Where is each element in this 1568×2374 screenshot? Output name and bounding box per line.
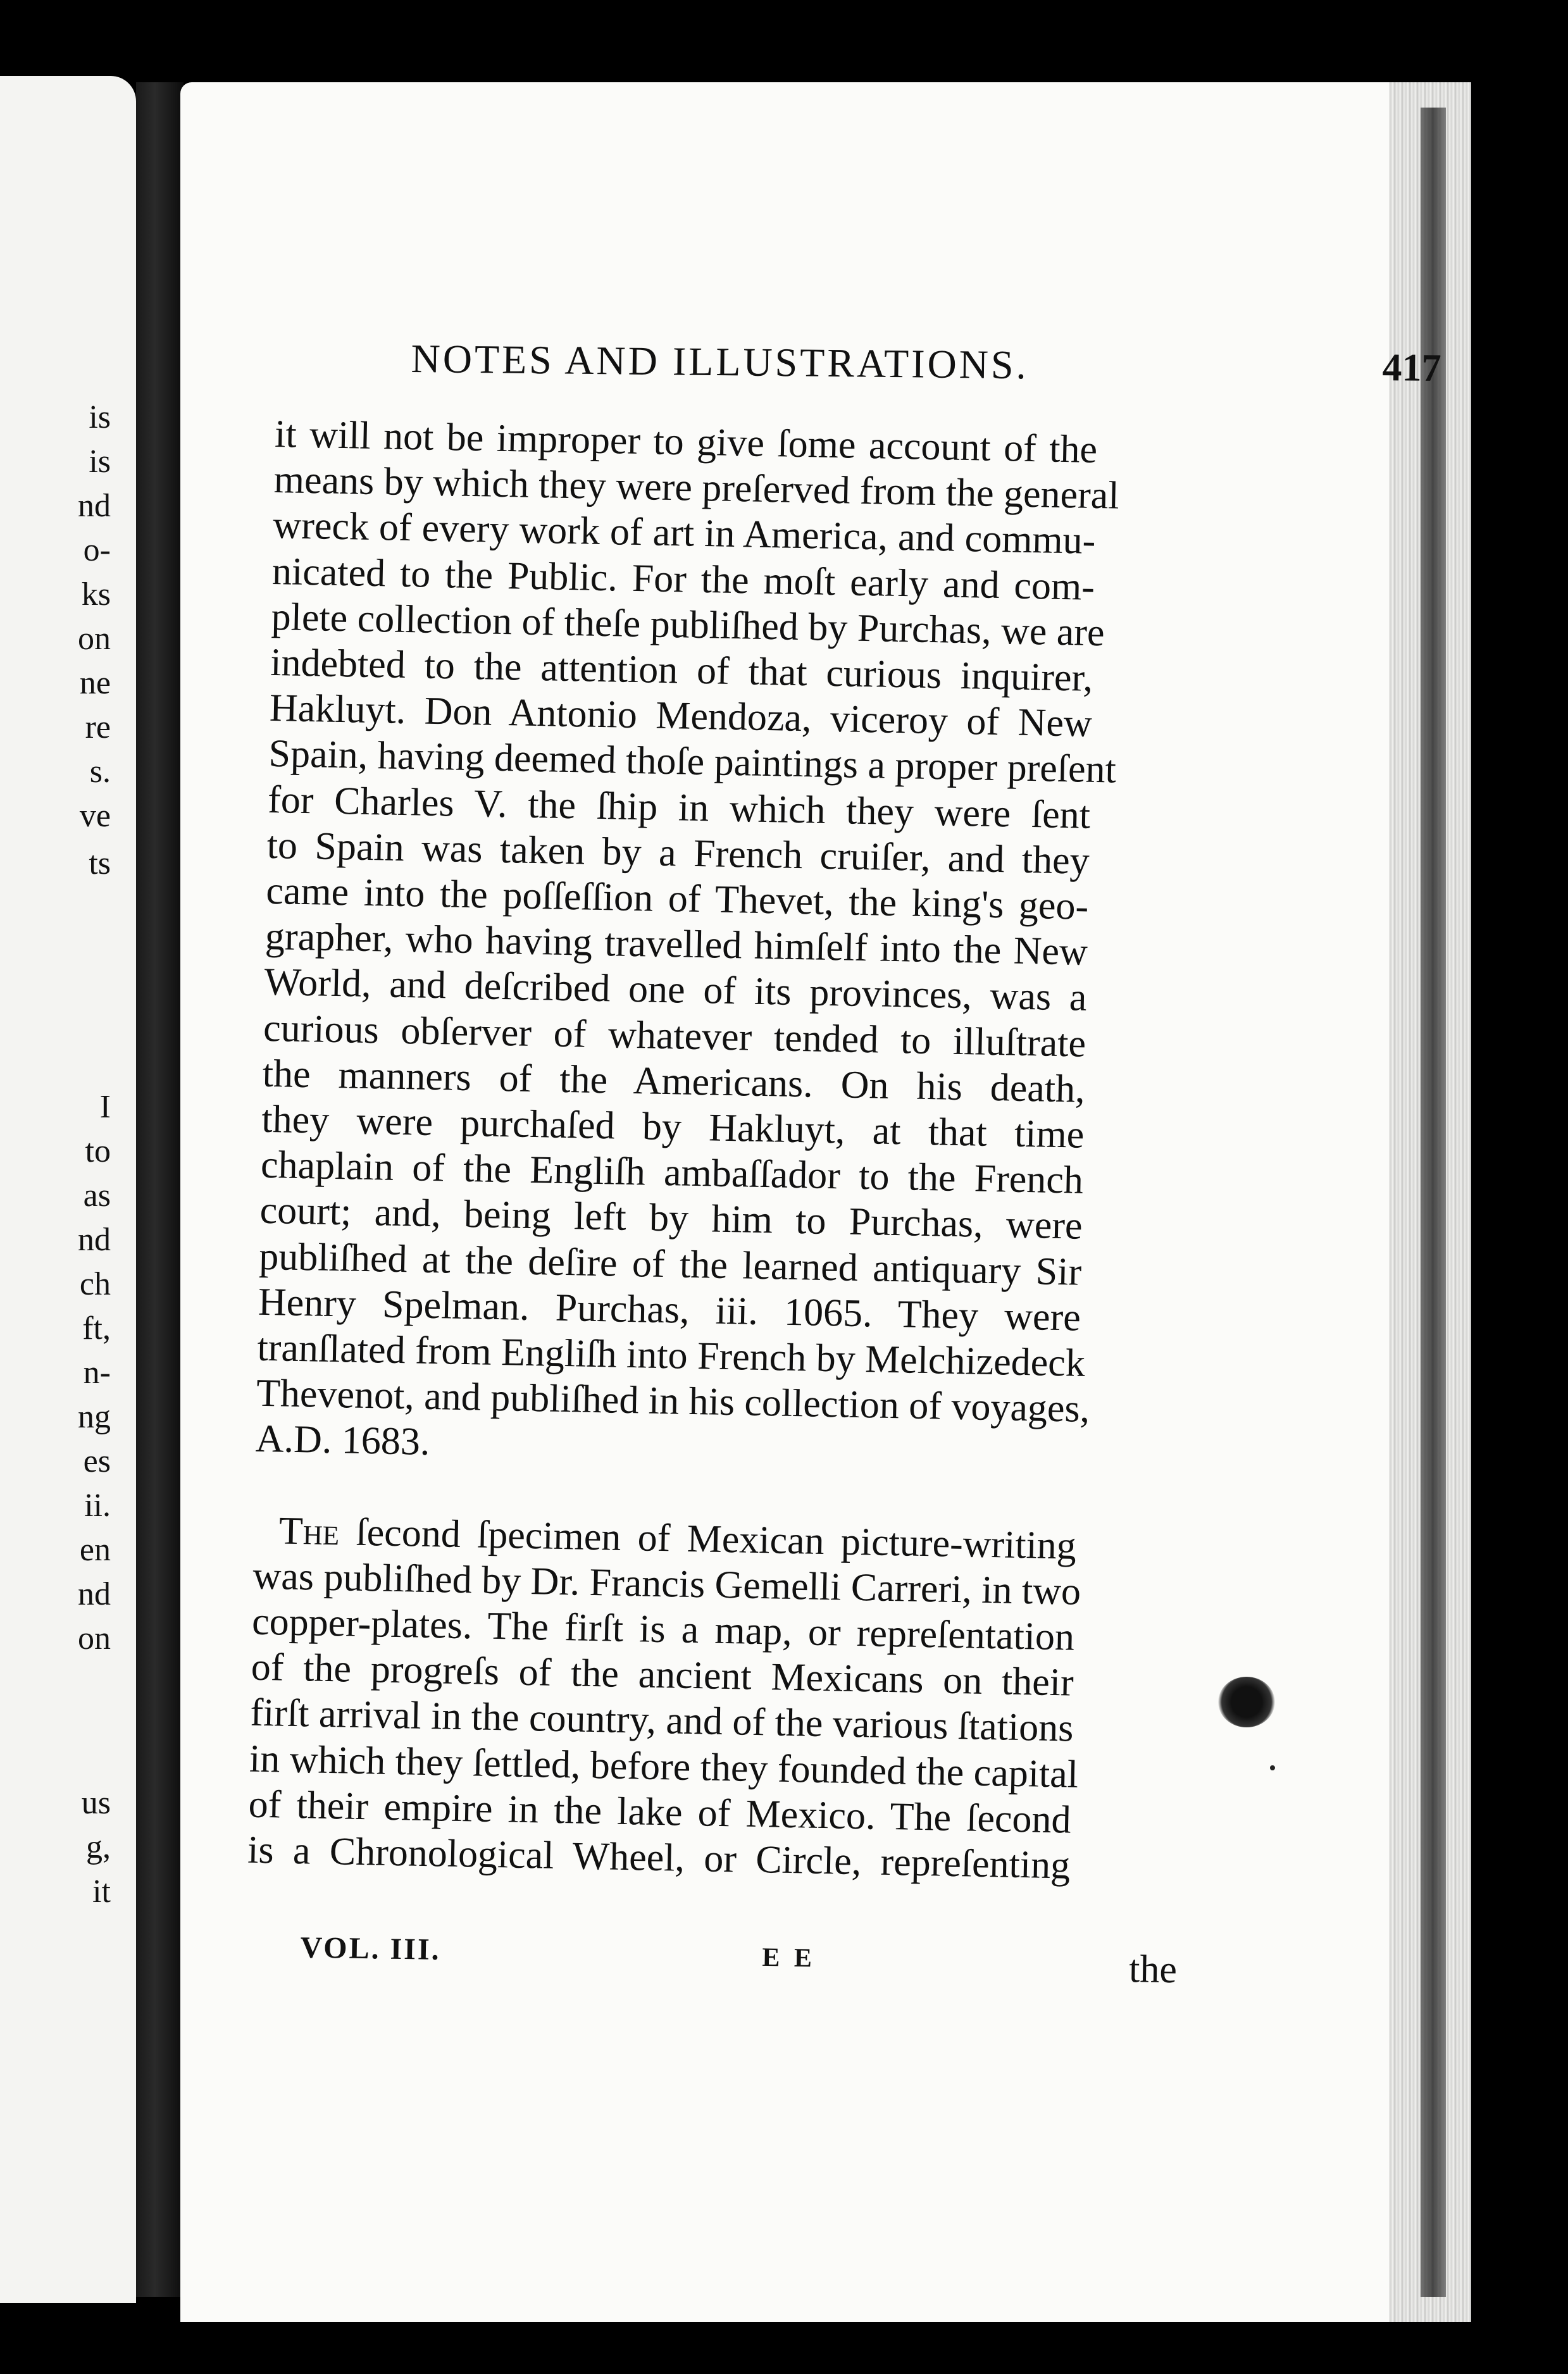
text-line: for Charles V. the ſhip in which they were ſent: [267, 778, 1091, 837]
text-line: A.D. 1683.: [255, 1417, 430, 1464]
left-page-line-fragment: nd: [78, 1222, 111, 1258]
book-gutter: [136, 82, 184, 2297]
left-page-line-fragment: ng: [78, 1399, 111, 1435]
text-line: came into the poſſeſſion of Thevet, the king's geo-: [265, 869, 1089, 928]
text-line: wreck of every work of art in America, and commu-: [272, 504, 1096, 563]
left-page-line-fragment: s.: [89, 754, 111, 790]
text-line: firſt arrival in the country, and of the various ſtations: [249, 1691, 1074, 1751]
catchword: the: [1128, 1948, 1178, 1992]
ink-blot: [1218, 1677, 1275, 1727]
left-page-line-fragment: is: [89, 444, 111, 480]
text-line: grapher, who having travelled himſelf into the New: [264, 915, 1088, 974]
page-edge-shadow: [1421, 108, 1446, 2297]
running-head: NOTES AND ILLUSTRATIONS.: [411, 335, 1029, 388]
left-page-line-fragment: re: [85, 709, 111, 745]
text-line: nicated to the Public. For the moſt early and com-: [271, 549, 1095, 609]
text-line: Henry Spelman. Purchas, iii. 1065. They were: [258, 1280, 1081, 1339]
body-text: [247, 411, 1288, 1892]
text-line: it will not be improper to give ſome account of the: [274, 412, 1098, 471]
text-line: World, and deſcribed one of its provinces, was a: [264, 960, 1088, 1020]
text-line: the manners of the Americans. On his death,: [262, 1052, 1086, 1111]
left-page-line-fragment: on: [78, 621, 111, 657]
page-number: 417: [1382, 346, 1441, 390]
left-page-line-fragment: en: [79, 1532, 111, 1568]
left-page-line-fragment: it: [92, 1874, 111, 1910]
text-line-rest: ſecond ſpecimen of Mexican picture-writing: [339, 1510, 1077, 1568]
paragraph-opening-word: The: [278, 1509, 340, 1553]
main-page: [180, 82, 1471, 2322]
text-line: was publiſhed by Dr. Francis Gemelli Carreri, in two: [252, 1554, 1081, 1613]
text-line: plete collection of theſe publiſhed by Purchas, we are: [271, 595, 1105, 655]
gathering-signature: E E: [762, 1942, 816, 1973]
left-page-text-fragments: [0, 76, 136, 2303]
left-page-line-fragment: o-: [83, 532, 111, 568]
text-line: curious obſerver of whatever tended to illuſtrate: [263, 1006, 1086, 1066]
page-header: [411, 335, 1441, 416]
left-page-line-fragment: us: [81, 1785, 111, 1821]
text-line: indebted to the attention of that curious inquirer,: [270, 640, 1093, 700]
left-page-line-fragment: on: [78, 1620, 111, 1656]
text-line: to Spain was taken by a French cruiſer, and they: [266, 823, 1090, 883]
text-line: court; and, being left by him to Purchas, were: [259, 1189, 1083, 1248]
text-line: in which they ſettled, before they founded the capital: [249, 1737, 1079, 1796]
text-line: means by which they were preſerved from the general: [273, 458, 1120, 518]
volume-signature: VOL. III.: [300, 1930, 442, 1967]
left-page-line-fragment: n-: [83, 1355, 111, 1391]
left-page-line-fragment: ii.: [84, 1488, 111, 1524]
text-line: Spain, having deemed thoſe paintings a proper preſent: [268, 732, 1117, 792]
left-page-line-fragment: ne: [79, 665, 111, 701]
text-line: of the progreſs of the ancient Mexicans on their: [251, 1645, 1074, 1705]
left-page-line-fragment: is: [89, 399, 111, 435]
text-line: copper-plates. The firſt is a map, or repreſentation: [251, 1600, 1075, 1659]
left-page-line-fragment: ks: [81, 576, 111, 612]
text-line: is a Chronological Wheel, or Circle, repreſenting: [247, 1828, 1071, 1887]
text-line: they were purchaſed by Hakluyt, at that time: [261, 1097, 1085, 1157]
text-line: Hakluyt. Don Antonio Mendoza, viceroy of New: [269, 687, 1093, 746]
text-line: of their empire in the lake of Mexico. The ſecond: [248, 1782, 1072, 1842]
text-line: chaplain of the Engliſh ambaſſador to the French: [260, 1143, 1084, 1202]
left-page-line-fragment: nd: [78, 488, 111, 524]
left-page-fragment: [0, 76, 136, 2303]
left-page-line-fragment: nd: [78, 1576, 111, 1612]
left-page-line-fragment: g,: [86, 1829, 111, 1865]
left-page-line-fragment: I: [99, 1089, 111, 1125]
ink-dot: [1270, 1765, 1275, 1770]
left-page-line-fragment: as: [83, 1178, 111, 1214]
left-page-line-fragment: ft,: [82, 1310, 111, 1346]
left-page-line-fragment: ch: [79, 1266, 111, 1302]
left-page-line-fragment: ve: [79, 798, 111, 834]
text-line: Thevenot, and publiſhed in his collection of voyages,: [256, 1371, 1090, 1431]
left-page-line-fragment: ts: [89, 845, 111, 881]
page-footer: [280, 1930, 1293, 2009]
left-page-line-fragment: es: [83, 1443, 111, 1479]
text-line: tranſlated from Engliſh into French by Melchizedeck: [256, 1326, 1086, 1385]
left-page-line-fragment: to: [85, 1133, 111, 1169]
text-line: publiſhed at the deſire of the learned antiquary Sir: [258, 1234, 1082, 1294]
